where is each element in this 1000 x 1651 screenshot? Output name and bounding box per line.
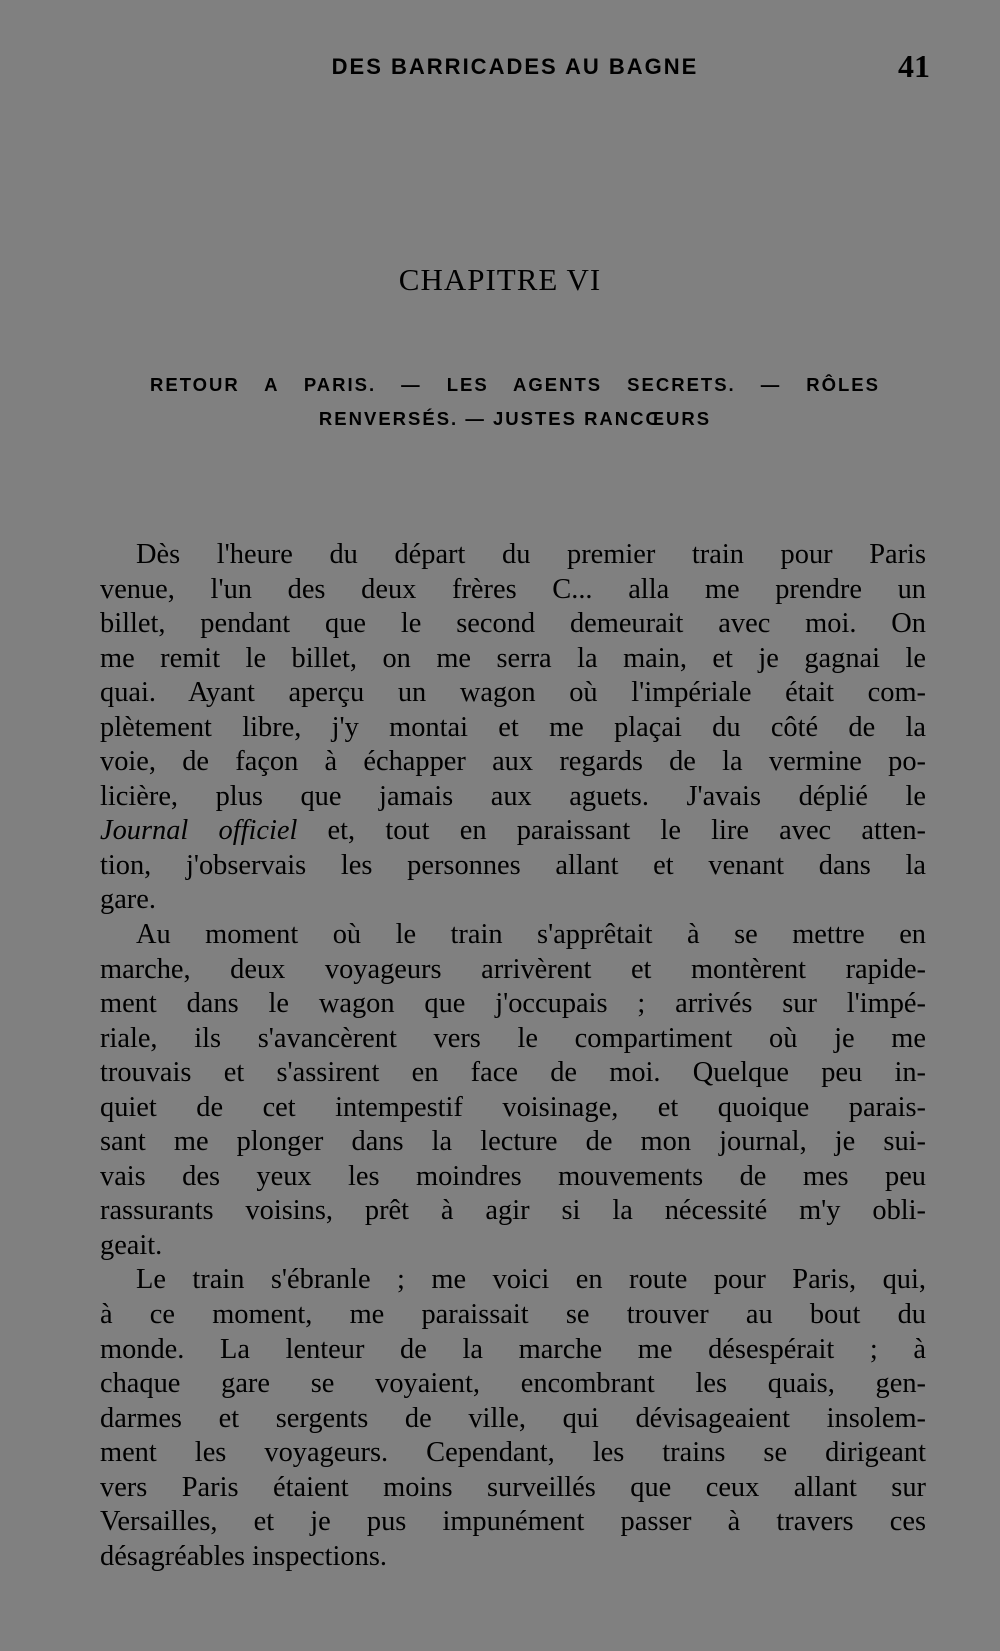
- text-line: marche, deux voyageurs arrivèrent et montèrent rapide-: [100, 953, 926, 985]
- body-text: [100, 538, 926, 1574]
- text-line-rest: et, tout en paraissant le lire avec atten-: [297, 815, 926, 847]
- text-line: quai. Ayant aperçu un wagon où l'impériale était com-: [100, 677, 926, 709]
- running-head: [100, 48, 930, 88]
- text-line: riale, ils s'avancèrent vers le compartiment où je me: [100, 1022, 926, 1054]
- text-line: gare.: [100, 884, 156, 916]
- text-line: me remit le billet, on me serra la main, et je gagnai le: [100, 642, 926, 674]
- text-line: billet, pendant que le second demeurait avec moi. On: [100, 608, 926, 640]
- text-line: rassurants voisins, prêt à agir si la nécessité m'y obli-: [100, 1195, 926, 1227]
- chapter-summary-line: RETOUR A PARIS. — LES AGENTS SECRETS. — RÔLES: [150, 374, 880, 395]
- text-line: à ce moment, me paraissait se trouver au bout du: [100, 1299, 926, 1331]
- text-line: Le train s'ébranle ; me voici en route pour Paris, qui,: [136, 1264, 926, 1296]
- running-title: DES BARRICADES AU BAGNE: [331, 54, 699, 79]
- text-line: vais des yeux les moindres mouvements de mes peu: [100, 1160, 926, 1192]
- text-line: licière, plus que jamais aux aguets. J'avais déplié le: [100, 780, 926, 812]
- text-line: quiet de cet intempestif voisinage, et quoique parais-: [100, 1091, 926, 1123]
- text-line: désagréables inspections.: [100, 1540, 387, 1572]
- text-line: tion, j'observais les personnes allant et venant dans la: [100, 849, 926, 881]
- text-line: monde. La lenteur de la marche me désespérait ; à: [100, 1333, 926, 1365]
- text-line-with-italic: [100, 814, 926, 849]
- text-line: chaque gare se voyaient, encombrant les quais, gen-: [100, 1368, 926, 1400]
- text-line: Au moment où le train s'apprêtait à se mettre en: [136, 919, 926, 951]
- text-line: darmes et sergents de ville, qui dévisageaient insolem-: [100, 1402, 926, 1434]
- text-line: Versailles, et je pus impunément passer à travers ces: [100, 1506, 926, 1538]
- chapter-summary: [150, 368, 880, 436]
- chapter-title: CHAPITRE VI: [398, 262, 602, 297]
- text-line: trouvais et s'assirent en face de moi. Quelque peu in-: [100, 1057, 926, 1089]
- text-line: vers Paris étaient moins surveillés que ceux allant sur: [100, 1471, 926, 1503]
- text-line: plètement libre, j'y montai et me plaçai du côté de la: [100, 711, 926, 743]
- text-line: venue, l'un des deux frères C... alla me prendre un: [100, 573, 926, 605]
- page-number: 41: [898, 48, 930, 84]
- chapter-summary-line: RENVERSÉS. — JUSTES RANCŒURS: [318, 408, 712, 429]
- text-line: voie, de façon à échapper aux regards de la vermine po-: [100, 746, 926, 778]
- journal-title-italic: Journal officiel: [100, 815, 298, 847]
- text-line: ment les voyageurs. Cependant, les trains se dirigeant: [100, 1437, 926, 1469]
- text-line: ment dans le wagon que j'occupais ; arrivés sur l'impé-: [100, 988, 926, 1020]
- text-line: geait.: [100, 1229, 163, 1261]
- text-line: sant me plonger dans la lecture de mon journal, je sui-: [100, 1126, 926, 1158]
- text-line: Dès l'heure du départ du premier train pour Paris: [136, 539, 926, 570]
